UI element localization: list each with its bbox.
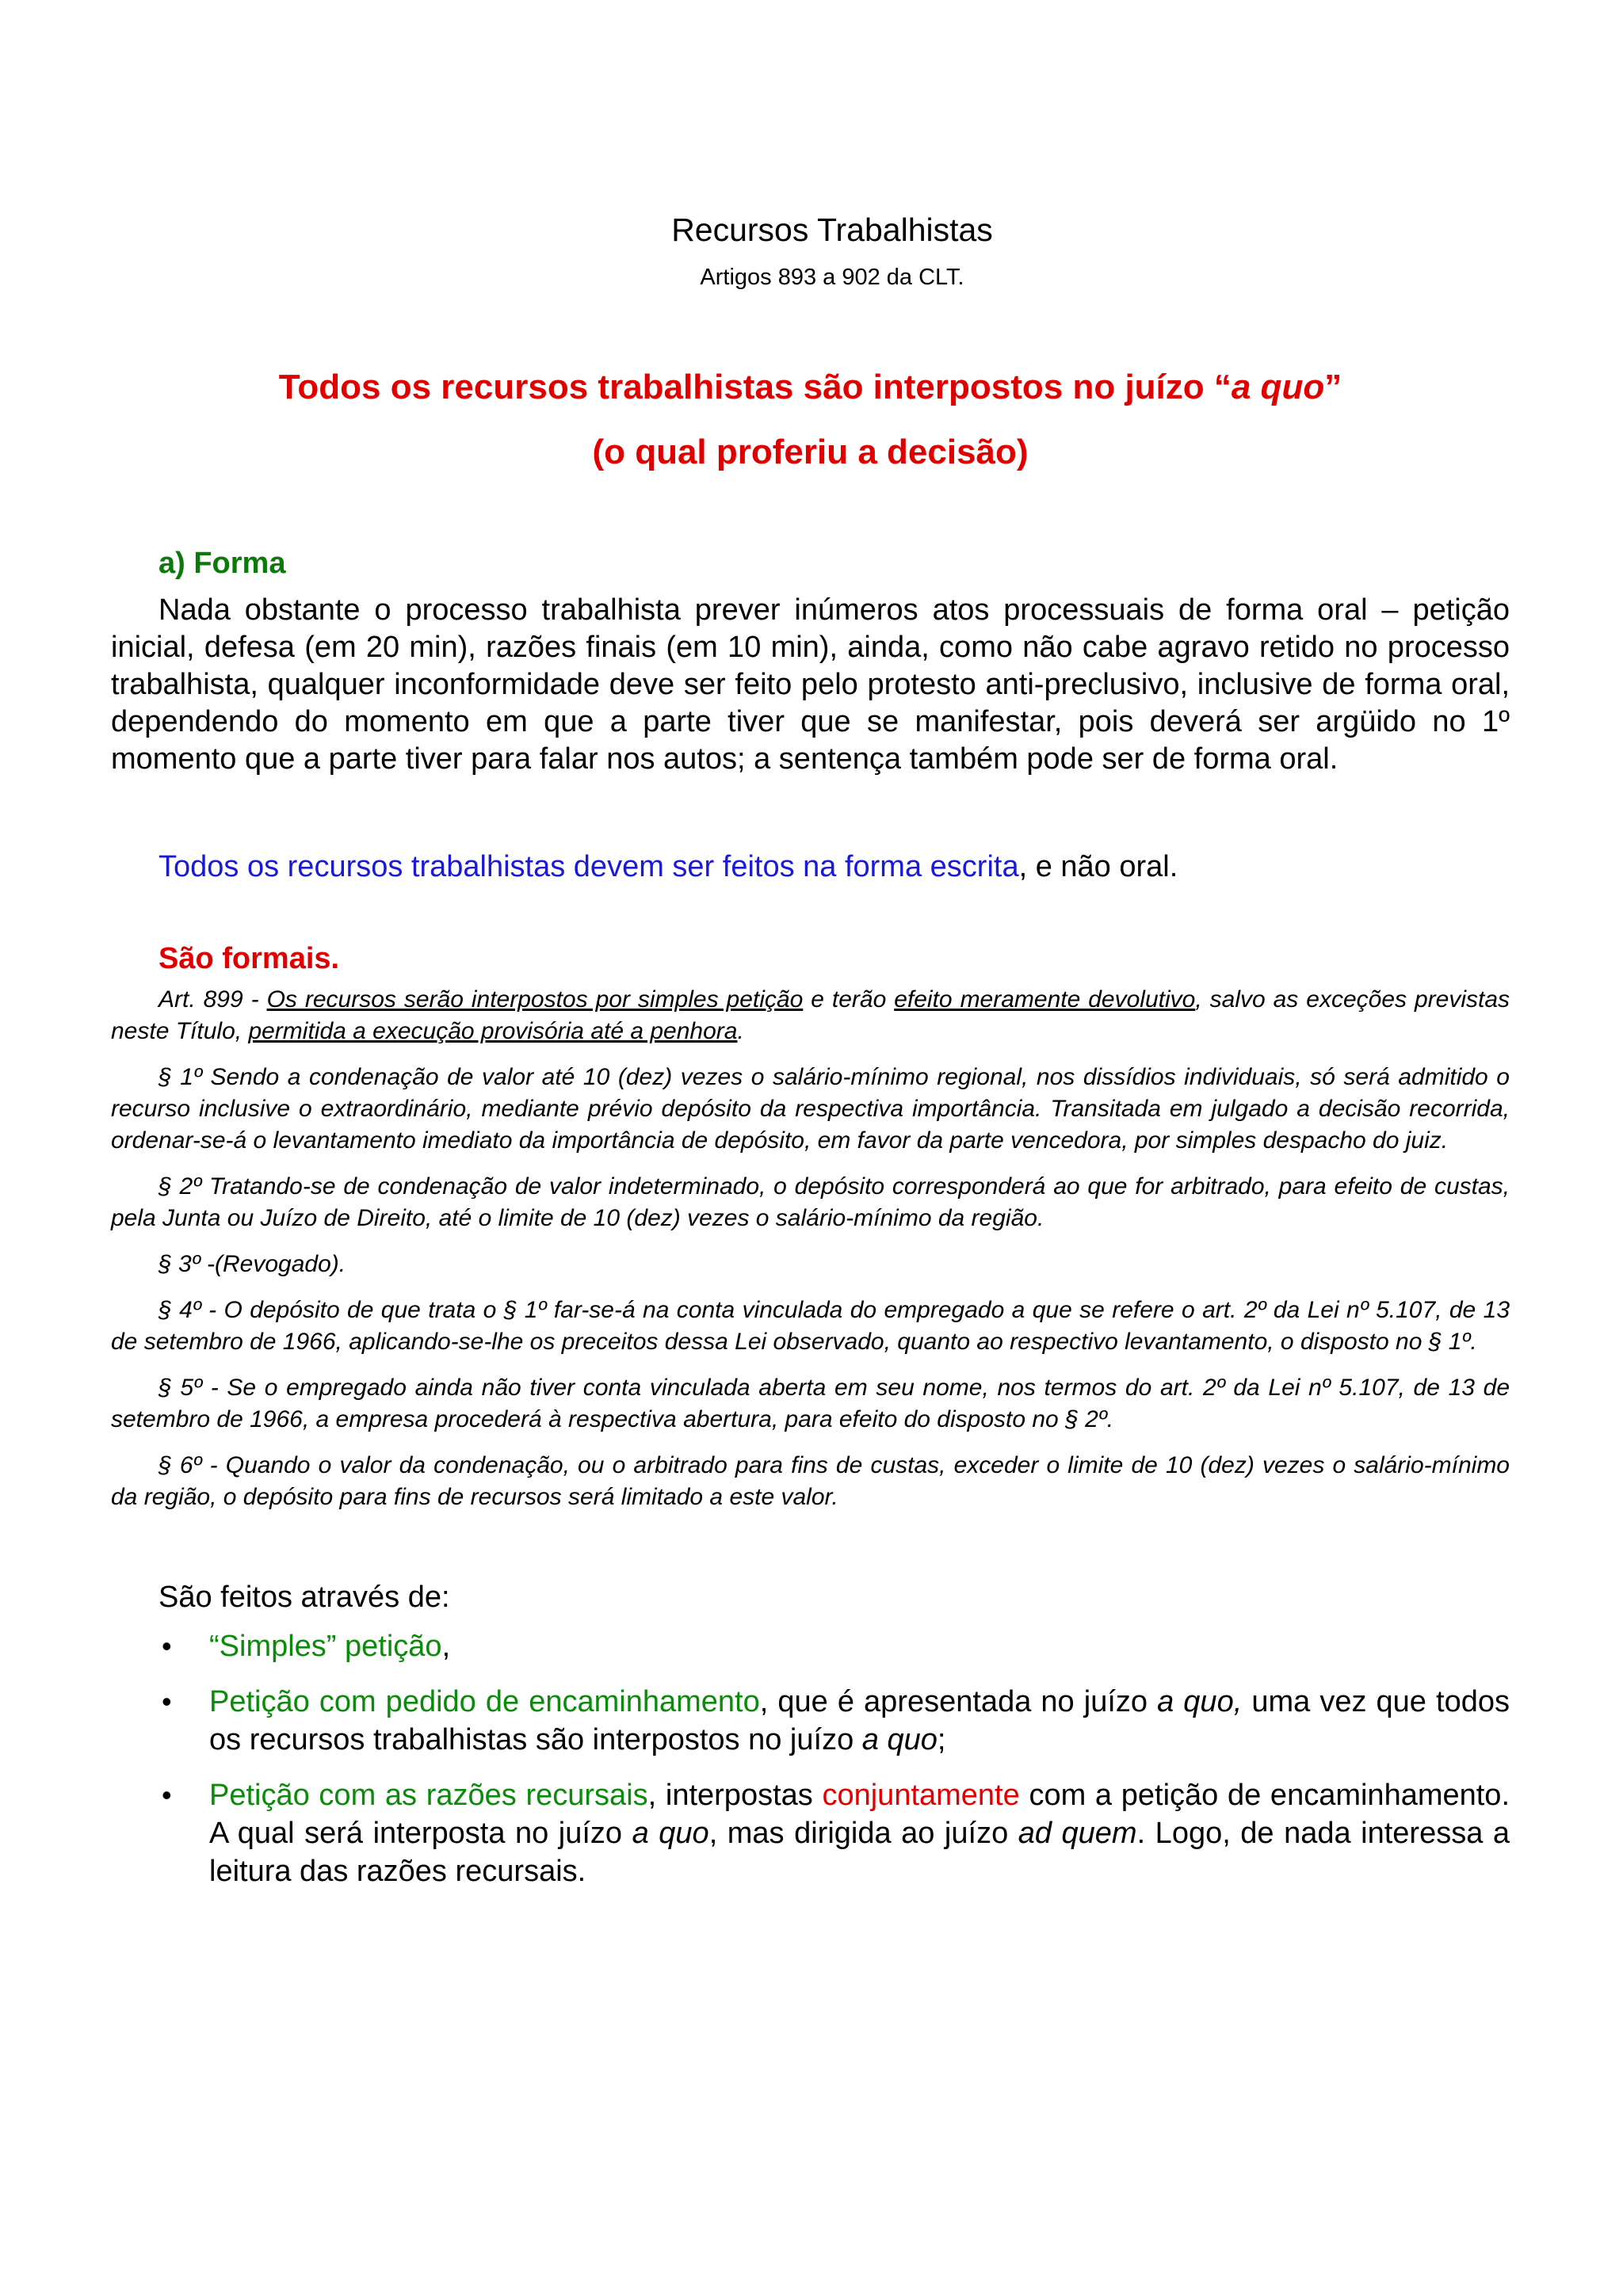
article-899-mid-2: , salvo as exceções previstas neste Título, (111, 986, 1510, 1044)
law-paragraph-6: § 6º - Quando o valor da condenação, ou o arbitrado para fins de custas, exceder o limite de 10 (dez) vezes o salário-mínimo da região, o depósito para fins de recursos será limitado a este valor. (111, 1452, 1510, 1510)
law-paragraph-2: § 2º Tratando-se de condenação de valor indeterminado, o depósito corresponderá ao que for arbitrado, para efeito de custas, pela Junta ou Juízo de Direito, até o limite de 10 (dez) vezes o salário-mínimo da região. (111, 1173, 1510, 1231)
forma-paragraph: Nada obstante o processo trabalhista prever inúmeros atos processuais de forma oral – petição inicial, defesa (em 20 min), razões finais (em 10 min), ainda, como não cabe agravo retido no processo trabalhista, qualquer inconformidade deve ser feito pelo protesto anti-preclusivo, inclusive de forma oral, dependendo do momento em que a parte tiver que se manifestar, pois deverá ser argüido no 1º momento que a parte tiver para falar nos autos; a sentença também pode ser de forma oral. (111, 593, 1510, 776)
list-item (111, 1627, 1510, 1665)
item2-green: Petição com pedido de encaminhamento (209, 1685, 760, 1718)
item3-text-1: , interpostas (647, 1779, 823, 1812)
law-paragraph-4: § 4º - O depósito de que trata o § 1º far-se-á na conta vinculada do empregado a que se refere o art. 2º da Lei nº 5.107, de 13 de setembro de 1966, aplicando-se-lhe os preceitos dessa Lei observado, quanto ao respectivo levantamento, o disposto no § 1º. (111, 1297, 1510, 1355)
headline-line1-text: Todos os recursos trabalhistas são interpostos no juízo “ (278, 368, 1232, 406)
item3-italic-2: ad quem (1018, 1817, 1137, 1850)
list-item (111, 1683, 1510, 1759)
feitos-heading: São feitos através de: (158, 1581, 450, 1614)
item3-green: Petição com as razões recursais (209, 1779, 648, 1812)
headline-line1-italic: a quo (1231, 368, 1325, 406)
item2-text-3: ; (937, 1723, 946, 1756)
item3-text-3: , mas dirigida ao juízo (708, 1817, 1018, 1850)
article-899-mid-1: e terão (803, 986, 895, 1013)
article-899-underline-2: efeito meramente devolutivo (894, 986, 1196, 1013)
item1-rest: , (441, 1630, 451, 1663)
law-paragraph-1: § 1º Sendo a condenação de valor até 10 (dez) vezes o salário-mínimo regional, nos dissídios individuais, só será admitido o recurso inclusive o extraordinário, mediante prévio depósito da respectiva importância. Transitada em julgado a decisão recorrida, ordenar-se-á o levantamento imediato da importância de depósito, em favor da parte vencedora, por simples despacho do juiz. (111, 1064, 1510, 1154)
item2-text-1: , que é apresentada no juízo (759, 1685, 1158, 1718)
law-paragraph-5: § 5º - Se o empregado ainda não tiver conta vinculada aberta em seu nome, nos termos do art. 2º da Lei nº 5.107, de 13 de setembro de 1966, a empresa procederá à respectiva abertura, para efeito do disposto no § 2º. (111, 1375, 1510, 1432)
written-form-rest: , e não oral. (1018, 850, 1178, 883)
item2-italic-1: a quo, (1157, 1685, 1243, 1718)
article-899-underline-1: Os recursos serão interpostos por simples petição (266, 986, 804, 1013)
bullet-icon: • (162, 1685, 172, 1718)
section-heading-formais: São formais. (158, 942, 340, 975)
list-item (111, 1776, 1510, 1890)
item1-green: “Simples” petição (209, 1630, 442, 1663)
article-899-end: . (737, 1018, 744, 1044)
article-899-prefix: Art. 899 - (158, 986, 267, 1013)
item3-red: conjuntamente (822, 1779, 1020, 1812)
section-heading-forma: a) Forma (158, 547, 286, 580)
page-subtitle: Artigos 893 a 902 da CLT. (700, 265, 964, 290)
headline-line1-close: ” (1324, 368, 1342, 406)
item3-italic-1: a quo (632, 1817, 709, 1850)
written-form-note (158, 848, 1510, 886)
law-paragraph-3: § 3º -(Revogado). (158, 1251, 346, 1277)
item2-italic-2: a quo (861, 1723, 938, 1756)
headline-line2: (o qual proferiu a decisão) (592, 433, 1029, 471)
feitos-list (111, 1627, 1510, 1890)
headline (111, 355, 1510, 485)
item3-text-2: com a petição de encaminhamento. A qual será interposta no juízo (209, 1779, 1510, 1850)
document-content (111, 208, 1510, 1908)
article-899 (111, 984, 1510, 1047)
item2-text-2: uma vez que todos os recursos trabalhistas são interpostos no juízo (209, 1685, 1510, 1756)
article-899-underline-3: permitida a execução provisória até a penhora (248, 1018, 738, 1044)
bullet-icon: • (162, 1630, 172, 1662)
written-form-highlight: Todos os recursos trabalhistas devem ser feitos na forma escrita (158, 850, 1019, 883)
page-title: Recursos Trabalhistas (671, 212, 993, 248)
bullet-icon: • (162, 1779, 172, 1811)
item3-text-4: . Logo, de nada interessa a leitura das razões recursais. (209, 1817, 1510, 1888)
